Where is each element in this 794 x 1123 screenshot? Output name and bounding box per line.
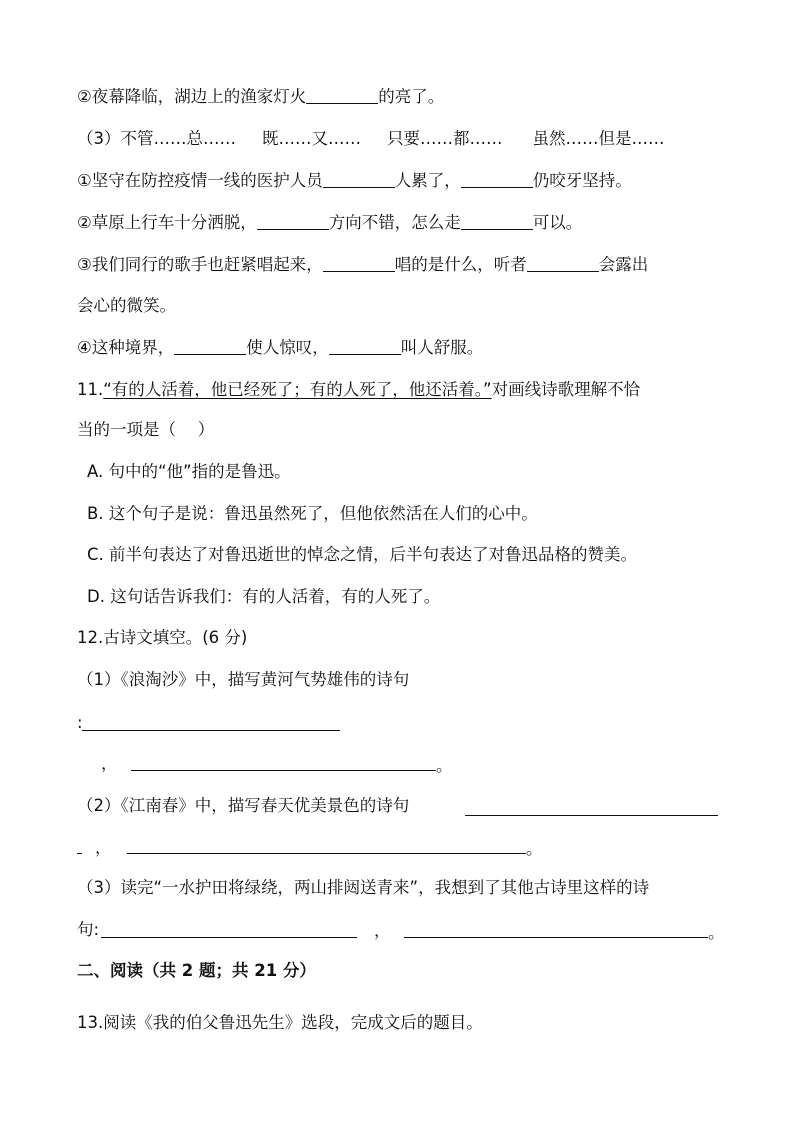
answer-blank-7[interactable] [404, 937, 708, 938]
answer-blank-1[interactable] [82, 730, 340, 731]
q12-title: 12.古诗文填空。(6 分) [77, 628, 248, 647]
q10-item-3-cont: 会心的微笑。 [77, 296, 176, 315]
q11-option-d[interactable]: D. 这句话告诉我们：有的人活着，有的人死了。 [87, 587, 441, 606]
q12-period-2: 。 [526, 839, 543, 858]
answer-blank-2[interactable] [131, 770, 436, 771]
q10-item-2: ②草原上行车十分洒脱， 方向不错，怎么走 可以。 [77, 213, 583, 232]
q12-comma-1: ， [101, 754, 118, 773]
q12-period-3: 。 [708, 923, 725, 942]
answer-blank-3[interactable] [465, 815, 718, 816]
blank[interactable] [257, 213, 329, 230]
q10-line-2-2: ②夜幕降临，湖边上的渔家灯火 的亮了。 [77, 87, 445, 106]
answer-blank-5[interactable] [127, 853, 526, 854]
blank[interactable] [527, 255, 599, 272]
answer-blank-4[interactable] [77, 853, 82, 854]
q10-part3-options: （3）不管……总…… 既……又…… 只要……都…… 虽然……但是…… [77, 129, 665, 148]
q12-sub-3-cont: 句: [77, 920, 100, 939]
q12-comma-2: ， [95, 838, 112, 857]
q10-item-3: ③我们同行的歌手也赶紧唱起来， 唱的是什么，听者 会露出 [77, 255, 649, 274]
answer-blank-6[interactable] [101, 937, 357, 938]
blank[interactable] [174, 338, 246, 355]
q10-item-4: ④这种境界， 使人惊叹， 叫人舒服。 [77, 338, 484, 357]
q11-option-c[interactable]: C. 前半句表达了对鲁迅逝世的悼念之情，后半句表达了对鲁迅品格的赞美。 [87, 545, 638, 564]
q11-stem-cont: 当的一项是（ ） [77, 420, 215, 439]
blank[interactable] [323, 171, 395, 188]
q10-item-1: ①坚守在防控疫情一线的医护人员 人累了， 仍咬牙坚持。 [77, 171, 632, 190]
q11-stem: 11.“有的人活着，他已经死了；有的人死了，他还活着。”对画线诗歌理解不恰 [77, 380, 641, 399]
q11-option-b[interactable]: B. 这个句子是说：鲁迅虽然死了，但他依然活在人们的心中。 [87, 504, 538, 523]
q12-period-1: 。 [436, 756, 453, 775]
q11-quote: “有的人活着，他已经死了；有的人死了，他还活着。” [103, 380, 492, 399]
q12-sub-2: （2）《江南春》中，描写春天优美景色的诗句 [77, 796, 410, 815]
blank[interactable] [461, 213, 533, 230]
q12-sub-1: （1）《浪淘沙》中，描写黄河气势雄伟的诗句 [77, 670, 410, 689]
blank[interactable] [306, 87, 378, 104]
blank[interactable] [329, 338, 401, 355]
blank[interactable] [323, 255, 395, 272]
q11-option-a[interactable]: A. 句中的“他”指的是鲁迅。 [87, 462, 291, 481]
q12-colon: : [77, 713, 83, 732]
q12-sub-3: （3）读完“一水护田将绿绕，两山排闼送青来”，我想到了其他古诗里这样的诗 [77, 878, 650, 897]
section-title: 二、阅读（共 2 题；共 21 分） [77, 961, 316, 980]
q12-comma-3: ， [374, 921, 391, 940]
blank[interactable] [461, 171, 533, 188]
q13-stem: 13.阅读《我的伯父鲁迅先生》选段，完成文后的题目。 [77, 1013, 483, 1032]
